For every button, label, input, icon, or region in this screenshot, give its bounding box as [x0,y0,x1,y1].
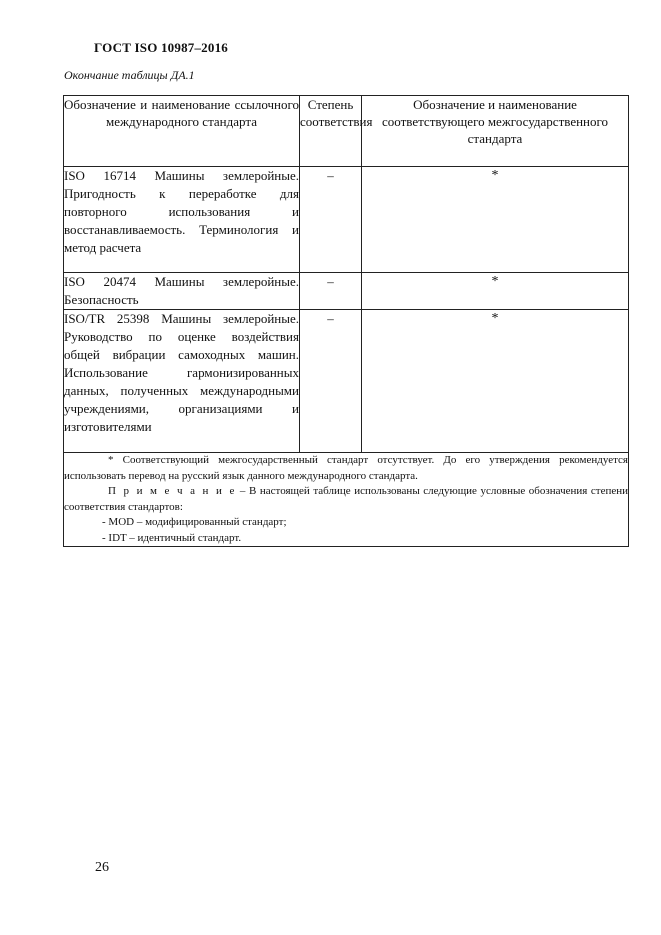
degree-cell: – [300,310,362,453]
standard-name-cell: ISO/TR 25398 Машины землеройные. Руководство по оценке воздействия общей вибрации самоходных машин. Использование гармонизированных данных, полученных международными учреждениями, организациями и изготовителями [64,310,300,453]
list-item: - MOD – модифицированный стандарт; [102,516,287,528]
header-international-standard: Обозначение и наименование ссылочного международного стандарта [64,96,300,167]
notes-row [64,453,629,547]
reference-standards-table [63,95,629,547]
note-label: П р и м е ч а н и е [108,485,237,497]
table-row [64,273,629,310]
table-row [64,310,629,453]
equivalent-cell: * [362,273,629,310]
standard-name-cell: ISO 20474 Машины землеройные. Безопасность [64,273,300,310]
table-header-row [64,96,629,167]
equivalent-cell: * [362,167,629,273]
footnote-text: * Соответствующий межгосударственный стандарт отсутствует. До его утверждения рекомендуется использовать перевод на русский язык данного международного стандарта. [64,454,628,482]
degree-cell: – [300,167,362,273]
header-degree-of-conformity: Степень соответствия [300,96,362,167]
notes-cell [64,453,629,547]
document-code-header: ГОСТ ISO 10987–2016 [94,40,228,55]
standard-name-cell: ISO 16714 Машины землеройные. Пригодность к переработке для повторного использования и восстанавливаемость. Терминология и метод расчета [64,167,300,273]
list-item: - IDT – идентичный стандарт. [102,531,242,544]
note-text: – В настоящей таблице использованы следующие условные обозначения степени соответствия стандартов: [64,485,628,513]
page-number: 26 [95,860,109,875]
degree-cell: – [300,273,362,310]
table-caption: Окончание таблицы ДА.1 [64,68,195,82]
table-row [64,167,629,273]
equivalent-cell: * [362,310,629,453]
note-paragraph [64,484,628,515]
header-interstate-standard: Обозначение и наименование соответствующего межгосударственного стандарта [362,96,629,167]
